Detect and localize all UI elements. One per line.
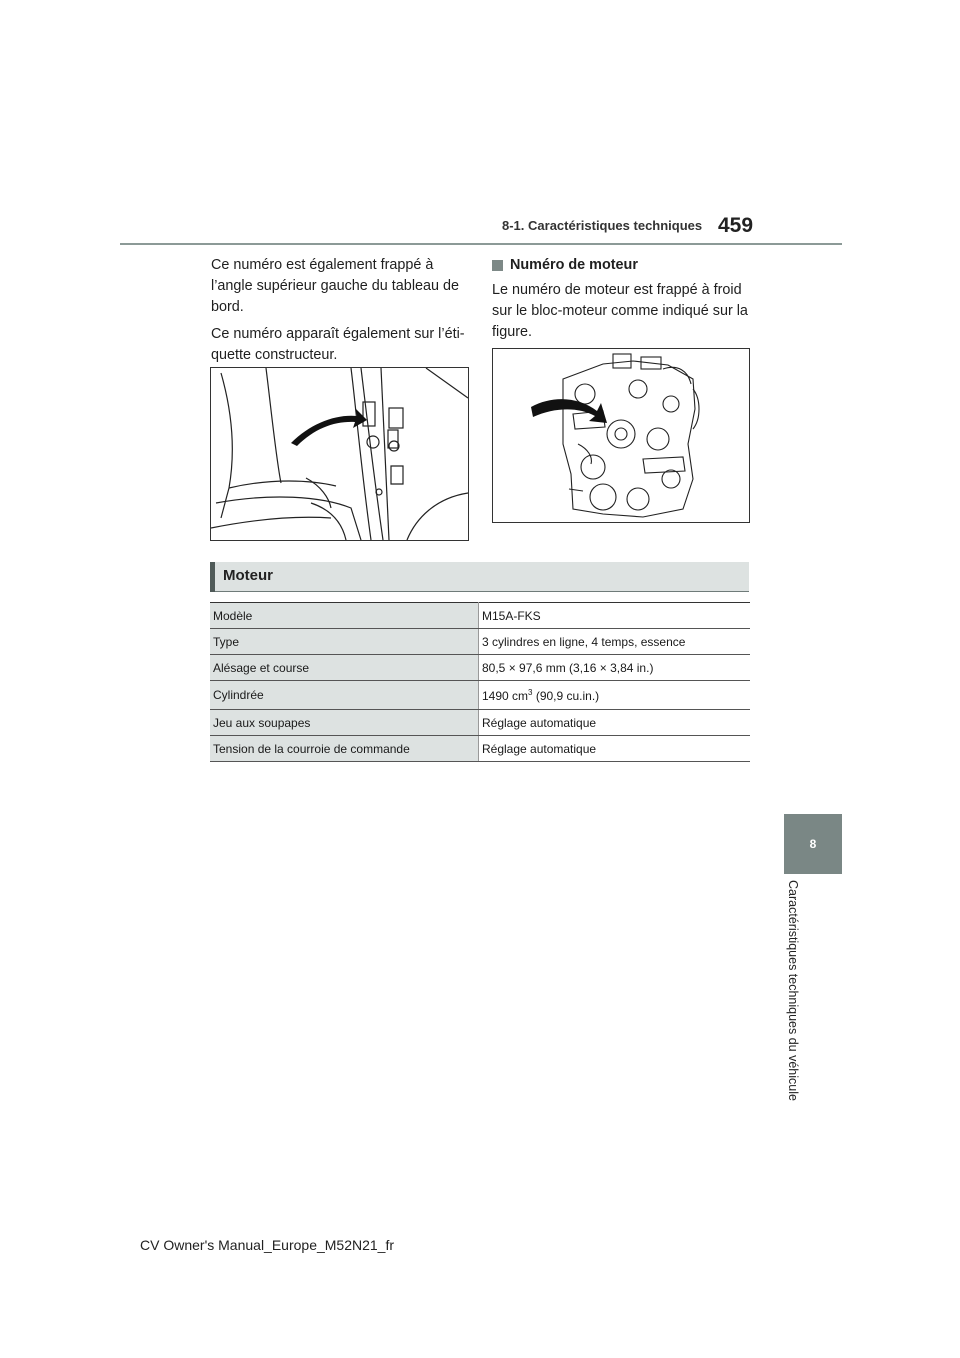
paragraph-engine-number: Le numéro de moteur est frappé à froid sur le bloc-moteur comme indiqué sur la figure. <box>492 282 748 340</box>
page-number: 459 <box>718 214 754 237</box>
footer-manual-name: CV Owner's Manual_Europe_M52N21_fr <box>140 1237 395 1253</box>
spec-value: Réglage automatique <box>479 710 751 736</box>
section-header-engine <box>210 562 749 592</box>
displacement-exponent: 3 <box>528 687 533 697</box>
spec-value: 3 cylindres en ligne, 4 temps, essence <box>479 629 751 655</box>
spec-label: Tension de la courroie de commande <box>210 736 479 762</box>
vin-location-drawing <box>211 368 468 540</box>
displacement-value-imperial: (90,9 cu.in.) <box>532 688 600 703</box>
table-row <box>210 681 750 710</box>
header-section-title: 8-1. Caractéristiques techniques <box>502 218 703 233</box>
header-divider <box>120 243 842 245</box>
table-row <box>210 736 750 762</box>
engine-number-heading-label: Numéro de moteur <box>510 257 638 273</box>
vin-location-illustration <box>210 367 469 541</box>
engine-drawing <box>493 349 749 522</box>
displacement-value: 1490 cm <box>482 688 529 703</box>
engine-number-heading <box>492 255 752 276</box>
spec-label: Cylindrée <box>210 681 479 710</box>
section-marker <box>210 562 215 592</box>
chapter-tab[interactable]: 8 <box>784 814 842 874</box>
chapter-title: Caractéristiques techniques du véhicule <box>786 880 800 1101</box>
right-column-text <box>492 255 752 349</box>
chapter-side-label <box>786 880 806 1130</box>
table-row <box>210 603 750 629</box>
paragraph-dashboard-location: Ce numéro est également frappé à l’angle supérieur gauche du tableau de bord. <box>211 257 460 315</box>
table-row <box>210 655 750 681</box>
spec-label: Type <box>210 629 479 655</box>
square-bullet-icon <box>492 260 503 271</box>
left-column-text <box>211 255 469 372</box>
spec-value: M15A-FKS <box>479 603 751 629</box>
table-row <box>210 710 750 736</box>
spec-value: Réglage automatique <box>479 736 751 762</box>
table-row <box>210 629 750 655</box>
spec-label: Alésage et course <box>210 655 479 681</box>
spec-label: Jeu aux soupapes <box>210 710 479 736</box>
spec-label: Modèle <box>210 603 479 629</box>
section-title: Moteur <box>223 567 273 584</box>
paragraph-manufacturer-label: Ce numéro apparaît également sur l’éti-quette constructeur. <box>211 326 465 363</box>
spec-value: 80,5 × 97,6 mm (3,16 × 3,84 in.) <box>479 655 751 681</box>
spec-value <box>479 681 751 710</box>
engine-specs-table <box>210 602 750 762</box>
engine-number-illustration <box>492 348 750 523</box>
